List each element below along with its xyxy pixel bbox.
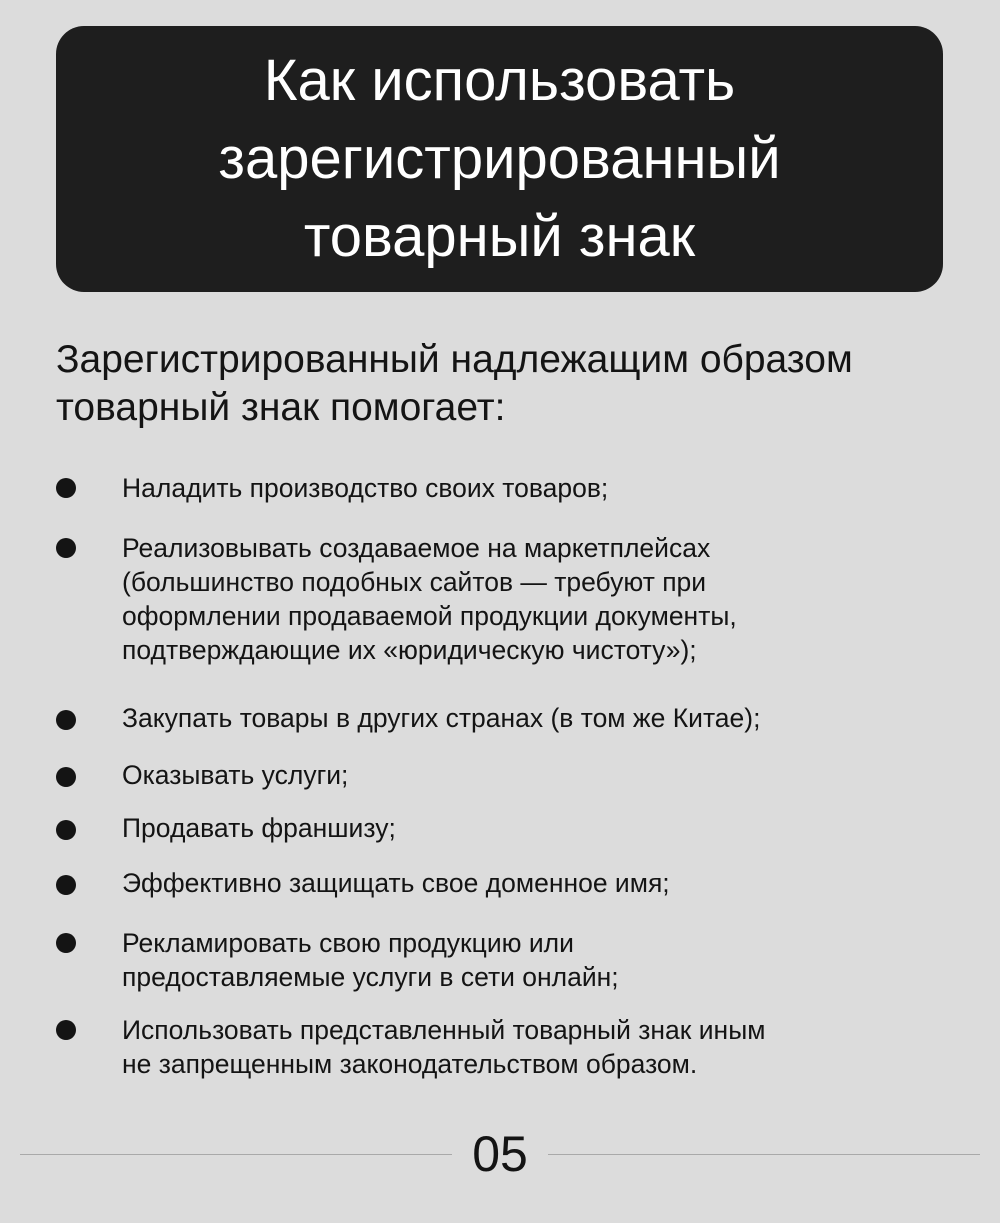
list-item-text [122,531,922,667]
list-item-line: Закупать товары в других странах (в том же Китае); [122,703,761,733]
list-item-text [122,811,922,845]
intro-text [56,336,956,432]
list-item-text [122,471,922,505]
list-item-line: предоставляемые услуги в сети онлайн; [122,962,619,992]
intro-line: товарный знак помогает: [56,386,506,429]
list-item-line: Рекламировать свою продукцию или [122,928,574,958]
bullet-icon [56,710,76,730]
title-card [56,26,943,292]
title-line: Как использовать [263,48,736,113]
list-item-text [122,866,922,900]
bullet-icon [56,478,76,498]
bullet-icon [56,538,76,558]
list-item-line: подтверждающие их «юридическую чистоту»); [122,635,697,665]
list-item-line: Использовать представленный товарный знак иным [122,1015,766,1045]
list-item-line: Реализовывать создаваемое на маркетплейсах [122,533,711,563]
list-item-text [122,1013,922,1081]
bullet-icon [56,875,76,895]
title-line: зарегистрированный [218,126,781,191]
bullet-icon [56,933,76,953]
list-item-text [122,926,922,994]
bullet-icon [56,820,76,840]
list-item-line: Наладить производство своих товаров; [122,473,609,503]
title-line: товарный знак [303,204,696,269]
bullet-icon [56,1020,76,1040]
page-number: 05 [472,1126,528,1182]
list-item-line: оформлении продаваемой продукции документы, [122,601,737,631]
intro-line: Зарегистрированный надлежащим образом [56,338,853,381]
list-item-line: Продавать франшизу; [122,813,396,843]
list-item-text [122,701,922,735]
list-item-text [122,758,922,792]
list-item-line: (большинство подобных сайтов — требуют при [122,567,707,597]
footer-divider-right [548,1154,980,1155]
list-item-line: Оказывать услуги; [122,760,349,790]
footer-divider-left [20,1154,452,1155]
page-title [218,42,780,276]
list-item-line: Эффективно защищать свое доменное имя; [122,868,670,898]
list-item-line: не запрещенным законодательством образом. [122,1049,698,1079]
bullet-icon [56,767,76,787]
